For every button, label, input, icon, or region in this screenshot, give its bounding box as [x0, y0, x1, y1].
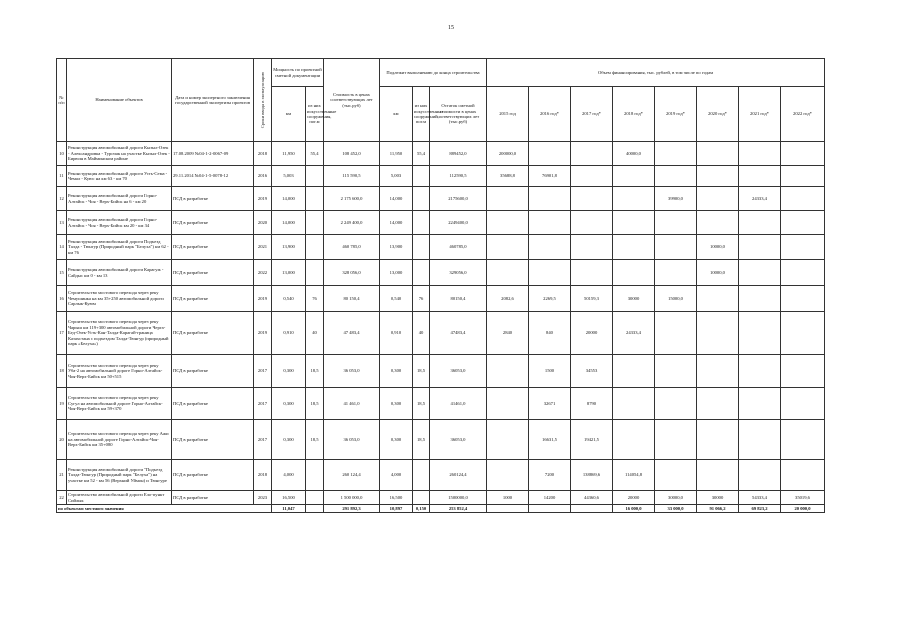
footer-cost: 291 892,3 [324, 505, 380, 513]
row-year-0: 1000 [487, 491, 529, 505]
row-art: 18,5 [306, 388, 324, 420]
row-name: Строительство мостового перехода через реку Уба-2 на автомобильной дороге Горно-Алтайск-Чоя-Верх-Бийск км 50+515 [67, 355, 172, 388]
row-year-7 [781, 166, 825, 187]
row-year-2: 20000 [571, 312, 613, 355]
row-name: Реконструкция автомобильной дороги Подъезд Талда - Тюнгур (Природный парк "Белуха") км 62 - км 76 [67, 235, 172, 260]
row-year-2: 138869,6 [571, 460, 613, 491]
row-art2: 76 [413, 286, 430, 312]
row-year-3 [613, 166, 655, 187]
table-row [57, 388, 825, 420]
row-year-6 [739, 312, 781, 355]
row-name: Строительство мостового перехода через реку Чарыш км 119+300 автомобильной дороги Черга-Бед-Озек-Усть-Кан-Талда-Карагай-граница Казахстана с подъездом Талда-Тюнгур (природный парк «Белуха») [67, 312, 172, 355]
row-rem: 329056,0 [430, 260, 487, 286]
row-num: 18 [57, 355, 67, 388]
row-rem: 36053,0 [430, 355, 487, 388]
row-year-3: 24333,4 [613, 312, 655, 355]
footer-y2019: 33 000,0 [655, 505, 697, 513]
row-km: 0,300 [272, 420, 306, 460]
row-year-1 [529, 260, 571, 286]
row-period: 2022 [254, 260, 272, 286]
row-name: Реконструкция автомобильной дороги Горно-Алтайск - Чоя - Верх-Бийск на 6 - км 20 [67, 187, 172, 211]
row-art2 [413, 187, 430, 211]
row-cost: 115 590,5 [324, 166, 380, 187]
row-year-4 [655, 460, 697, 491]
row-doc: ПСД в разработке [172, 286, 254, 312]
row-year-5 [697, 312, 739, 355]
row-year-0: 2082,6 [487, 286, 529, 312]
row-year-0 [487, 420, 529, 460]
row-art [306, 166, 324, 187]
row-year-5 [697, 142, 739, 166]
row-cost: 460 785,0 [324, 235, 380, 260]
row-art: 18,5 [306, 355, 324, 388]
header-num: № п/п [57, 59, 67, 142]
row-art [306, 491, 324, 505]
header-name: Наименование объектов [67, 59, 172, 142]
row-art [306, 460, 324, 491]
row-rem: 2175600,0 [430, 187, 487, 211]
row-km2: 4,000 [380, 460, 413, 491]
row-year-2 [571, 142, 613, 166]
row-art: 18,5 [306, 420, 324, 460]
row-km: 0,300 [272, 388, 306, 420]
header-year-2: 2017 год* [571, 87, 613, 142]
header-year-0: 2015 год [487, 87, 529, 142]
row-num: 14 [57, 235, 67, 260]
row-num: 22 [57, 491, 67, 505]
row-year-2 [571, 235, 613, 260]
row-year-0 [487, 211, 529, 235]
row-year-5 [697, 420, 739, 460]
row-doc: ПСД в разработке [172, 420, 254, 460]
row-name: Строительство мостового перехода через реку Чемушинка на км 35+250 автомобильной дороги Сарлык-Куюм [67, 286, 172, 312]
row-cost: 260 124,4 [324, 460, 380, 491]
row-period: 2017 [254, 388, 272, 420]
row-year-3: 114054,8 [613, 460, 655, 491]
row-km: 13,900 [272, 235, 306, 260]
row-year-7 [781, 388, 825, 420]
row-year-4 [655, 388, 697, 420]
table-row [57, 420, 825, 460]
row-rem: 80150,4 [430, 286, 487, 312]
header-year-7: 2022 год* [781, 87, 825, 142]
row-year-4 [655, 142, 697, 166]
row-year-3 [613, 187, 655, 211]
row-year-6: 54333,4 [739, 491, 781, 505]
row-year-4: 39900,0 [655, 187, 697, 211]
header-cost: Стоимость в ценах соответствующих лет (тыс.руб) [324, 59, 380, 142]
row-year-7 [781, 235, 825, 260]
row-km: 13,000 [272, 260, 306, 286]
row-name: Реконструкция автомобильной дороги Горно-Алтайск - Чоя - Верх-Бийск км 20 - км 34 [67, 211, 172, 235]
row-year-6 [739, 420, 781, 460]
row-rem: 41461,0 [430, 388, 487, 420]
table-row [57, 235, 825, 260]
footer-art2: 0,150 [413, 505, 430, 513]
row-year-5 [697, 355, 739, 388]
header-art: из них искусственные сооружения, пог.м [306, 87, 324, 142]
row-km: 0,540 [272, 286, 306, 312]
footer-y2018: 16 000,0 [613, 505, 655, 513]
row-cost: 36 053,0 [324, 355, 380, 388]
row-year-1 [529, 211, 571, 235]
row-year-4 [655, 211, 697, 235]
header-doc: Дата и номер экспертного заключения государственной экспертизы проектов [172, 59, 254, 142]
row-year-2 [571, 260, 613, 286]
footer-y2020: 91 066,2 [697, 505, 739, 513]
row-num: 11 [57, 166, 67, 187]
row-doc: ПСД в разработке [172, 235, 254, 260]
row-year-0: 35688,8 [487, 166, 529, 187]
table-row [57, 491, 825, 505]
row-km: 16,500 [272, 491, 306, 505]
table-row [57, 355, 825, 388]
row-year-5 [697, 187, 739, 211]
row-year-3: 20000 [613, 491, 655, 505]
table-row [57, 166, 825, 187]
row-year-1: 16631,5 [529, 420, 571, 460]
row-name: Строительство автомобильной дороги Ело-пункт Сийлык [67, 491, 172, 505]
header-period-text: Сроки ввода в эксплуатацию [259, 71, 265, 129]
row-art [306, 211, 324, 235]
row-km: 0,300 [272, 355, 306, 388]
row-year-5 [697, 211, 739, 235]
row-art [306, 187, 324, 211]
footer-y2015 [487, 505, 529, 513]
row-rem: 112590,5 [430, 166, 487, 187]
row-year-4 [655, 420, 697, 460]
header-year-4: 2019 год* [655, 87, 697, 142]
row-year-4: 30000,0 [655, 491, 697, 505]
row-year-0 [487, 355, 529, 388]
row-year-5: 10000,0 [697, 235, 739, 260]
row-year-3 [613, 420, 655, 460]
header-period [254, 59, 272, 142]
row-art2 [413, 260, 430, 286]
row-num: 13 [57, 211, 67, 235]
row-num: 17 [57, 312, 67, 355]
row-year-6 [739, 235, 781, 260]
row-name: Строительство мостового перехода через реку Ажи на автомобильной дороге Горно-Алтайск-Чоя-Верх-Бийск км 35+080 [67, 420, 172, 460]
row-name: Реконструкция автомобильной дороги Усть-Сема - Чемал - Куюс на км 63 - км 70 [67, 166, 172, 187]
row-art2: 55,4 [413, 142, 430, 166]
row-year-6 [739, 388, 781, 420]
row-rem: 260124,4 [430, 460, 487, 491]
header-year-3: 2018 год* [613, 87, 655, 142]
row-km: 0,910 [272, 312, 306, 355]
row-year-5: 10000,0 [697, 260, 739, 286]
row-num: 10 [57, 142, 67, 166]
row-year-3: 40000,0 [613, 142, 655, 166]
table-row [57, 187, 825, 211]
row-year-7 [781, 142, 825, 166]
footer-y2017 [571, 505, 613, 513]
row-year-4 [655, 166, 697, 187]
row-period: 2016 [254, 166, 272, 187]
row-year-4 [655, 235, 697, 260]
row-year-0 [487, 460, 529, 491]
row-year-7: 35019,6 [781, 491, 825, 505]
row-year-1: 14200 [529, 491, 571, 505]
header-year-1: 2016 год* [529, 87, 571, 142]
row-art: 40 [306, 312, 324, 355]
row-year-1: 76901,8 [529, 166, 571, 187]
row-num: 20 [57, 420, 67, 460]
row-year-0 [487, 187, 529, 211]
row-km2: 0,910 [380, 312, 413, 355]
row-year-6: 24333,4 [739, 187, 781, 211]
row-year-0 [487, 260, 529, 286]
row-num: 16 [57, 286, 67, 312]
row-km: 11,950 [272, 142, 306, 166]
row-km2: 14,000 [380, 211, 413, 235]
row-km2: 16,500 [380, 491, 413, 505]
row-year-1: 1500 [529, 355, 571, 388]
row-cost: 108 452,0 [324, 142, 380, 166]
row-year-7 [781, 312, 825, 355]
row-year-2 [571, 187, 613, 211]
row-year-6 [739, 142, 781, 166]
footer-label: по объектам местного значения [57, 505, 272, 513]
row-art2 [413, 460, 430, 491]
row-name: Реконструкция автомобильной дороги "Подъезд Талда-Тюнгур (Природный парк "Белуха") на участке км 52 - км 56 (Верхний Уймон) и Тюнгуре [67, 460, 172, 491]
row-cost: 328 056,0 [324, 260, 380, 286]
row-doc: ПСД в разработке [172, 491, 254, 505]
row-period: 2019 [254, 312, 272, 355]
row-rem: 47483,4 [430, 312, 487, 355]
row-year-3 [613, 388, 655, 420]
row-doc: ПСД в разработке [172, 260, 254, 286]
row-km2: 0,300 [380, 355, 413, 388]
row-year-5 [697, 166, 739, 187]
row-km2: 5,003 [380, 166, 413, 187]
row-km: 4,000 [272, 460, 306, 491]
row-year-5: 30000 [697, 491, 739, 505]
row-num: 21 [57, 460, 67, 491]
row-rem: 36053,0 [430, 420, 487, 460]
header-year-5: 2020 год* [697, 87, 739, 142]
table-row [57, 312, 825, 355]
row-art: 55,4 [306, 142, 324, 166]
row-year-2: 50159,3 [571, 286, 613, 312]
row-year-2 [571, 211, 613, 235]
row-doc: ПСД в разработке [172, 312, 254, 355]
row-art: 76 [306, 286, 324, 312]
row-rem: 460785,0 [430, 235, 487, 260]
row-year-6 [739, 166, 781, 187]
row-km2: 0,300 [380, 420, 413, 460]
row-period: 2017 [254, 355, 272, 388]
row-doc: 29.11.2014 №04-1-5-0078-12 [172, 166, 254, 187]
footer-y2022: 20 000,0 [781, 505, 825, 513]
row-year-6 [739, 286, 781, 312]
row-year-1: 2269,5 [529, 286, 571, 312]
row-year-5 [697, 388, 739, 420]
row-year-6 [739, 460, 781, 491]
row-year-0 [487, 388, 529, 420]
objects-table [56, 58, 825, 513]
row-year-1: 840 [529, 312, 571, 355]
row-year-2: 34553 [571, 355, 613, 388]
row-num: 15 [57, 260, 67, 286]
row-km2: 11,950 [380, 142, 413, 166]
row-art2 [413, 235, 430, 260]
row-km2: 0,540 [380, 286, 413, 312]
header-km2: км [380, 87, 413, 142]
header-art2: из них искусственных сооружений, пог.м [413, 87, 430, 142]
row-art2: 18,5 [413, 388, 430, 420]
header-remaining: Подлежит выполнению до конца строительства [380, 59, 487, 87]
row-year-2: 19421,5 [571, 420, 613, 460]
row-km: 5,003 [272, 166, 306, 187]
row-cost: 2 249 400,0 [324, 211, 380, 235]
row-km: 14,000 [272, 211, 306, 235]
row-year-5 [697, 286, 739, 312]
row-period: 2018 [254, 460, 272, 491]
row-year-6 [739, 260, 781, 286]
footer-km: 11,047 [272, 505, 306, 513]
table-row [57, 460, 825, 491]
row-year-7 [781, 211, 825, 235]
row-period: 2020 [254, 211, 272, 235]
row-year-0: 200000,0 [487, 142, 529, 166]
row-year-5 [697, 460, 739, 491]
header-capacity: Мощность по проектной сметной документации [272, 59, 324, 87]
row-rem: 1500000,0 [430, 491, 487, 505]
row-cost: 36 053,0 [324, 420, 380, 460]
row-period: 2018 [254, 142, 272, 166]
row-art2: 18,5 [413, 355, 430, 388]
row-cost: 47 483,4 [324, 312, 380, 355]
row-art2 [413, 491, 430, 505]
row-year-7 [781, 187, 825, 211]
footer-y2021: 69 823,2 [739, 505, 781, 513]
header-year-6: 2021 год* [739, 87, 781, 142]
row-period: 2017 [254, 420, 272, 460]
footer-y2016 [529, 505, 571, 513]
row-num: 12 [57, 187, 67, 211]
row-art [306, 235, 324, 260]
row-cost: 2 175 600,0 [324, 187, 380, 211]
row-cost: 41 461,0 [324, 388, 380, 420]
row-year-3 [613, 355, 655, 388]
row-doc: ПСД в разработке [172, 460, 254, 491]
row-year-6 [739, 355, 781, 388]
row-year-0 [487, 235, 529, 260]
row-rem: 2249400,0 [430, 211, 487, 235]
row-year-2: 8790 [571, 388, 613, 420]
row-year-2 [571, 166, 613, 187]
row-year-4: 15000,0 [655, 286, 697, 312]
row-year-7 [781, 355, 825, 388]
row-rem: 889452,0 [430, 142, 487, 166]
row-period: 2021 [254, 235, 272, 260]
row-year-4 [655, 312, 697, 355]
row-cost: 1 500 000,0 [324, 491, 380, 505]
row-art2: 18,5 [413, 420, 430, 460]
row-doc: ПСД в разработке [172, 355, 254, 388]
row-year-3: 30000 [613, 286, 655, 312]
row-year-6 [739, 211, 781, 235]
row-year-7 [781, 286, 825, 312]
row-period: 2019 [254, 187, 272, 211]
row-km: 14,000 [272, 187, 306, 211]
row-name: Реконструкция автомобильной дороги Карагуж - Сайдыс км 0 - км 13 [67, 260, 172, 286]
header-finance: Объем финансирования, тыс. рублей, в том числе по годам [487, 59, 825, 87]
row-period: 2023 [254, 491, 272, 505]
row-year-0: 2840 [487, 312, 529, 355]
row-km2: 13,900 [380, 235, 413, 260]
header-km: км [272, 87, 306, 142]
row-doc: 17.08.2009 №04-1-2-0067-09 [172, 142, 254, 166]
row-doc: ПСД в разработке [172, 211, 254, 235]
row-year-2: 44360,6 [571, 491, 613, 505]
row-km2: 13,000 [380, 260, 413, 286]
page-number: 15 [448, 25, 454, 31]
row-year-7 [781, 420, 825, 460]
row-doc: ПСД в разработке [172, 388, 254, 420]
table-row [57, 286, 825, 312]
row-year-4 [655, 355, 697, 388]
row-year-1 [529, 142, 571, 166]
row-year-7 [781, 460, 825, 491]
row-year-1 [529, 235, 571, 260]
row-doc: ПСД в разработке [172, 187, 254, 211]
row-km2: 14,000 [380, 187, 413, 211]
row-year-3 [613, 235, 655, 260]
table-row [57, 260, 825, 286]
row-year-1: 32671 [529, 388, 571, 420]
row-year-4 [655, 260, 697, 286]
row-period: 2019 [254, 286, 272, 312]
footer-rem: 253 852,4 [430, 505, 487, 513]
row-year-1 [529, 187, 571, 211]
row-name: Реконструкция автомобильной дороги Кызыл-Озек - Александровка - Турочак на участке Кызыл-Озек - Бирюля в Майминском районе [67, 142, 172, 166]
row-name: Строительство мостового перехода через реку Сугул на автомобильной дороге Горно-Алтайск-Чоя-Верх-Бийск км 59+370 [67, 388, 172, 420]
row-art [306, 260, 324, 286]
row-km2: 0,300 [380, 388, 413, 420]
table-row [57, 211, 825, 235]
header-remaining-cost: Остаток сметной стоимости в ценах соответствующих лет (тыс.руб) [430, 87, 487, 142]
row-art2 [413, 211, 430, 235]
row-year-7 [781, 260, 825, 286]
footer-km2: 10,897 [380, 505, 413, 513]
row-num: 19 [57, 388, 67, 420]
row-year-3 [613, 211, 655, 235]
row-year-3 [613, 260, 655, 286]
row-art2: 40 [413, 312, 430, 355]
table-row [57, 142, 825, 166]
row-art2 [413, 166, 430, 187]
footer-art [306, 505, 324, 513]
row-year-1: 7200 [529, 460, 571, 491]
row-cost: 80 150,4 [324, 286, 380, 312]
